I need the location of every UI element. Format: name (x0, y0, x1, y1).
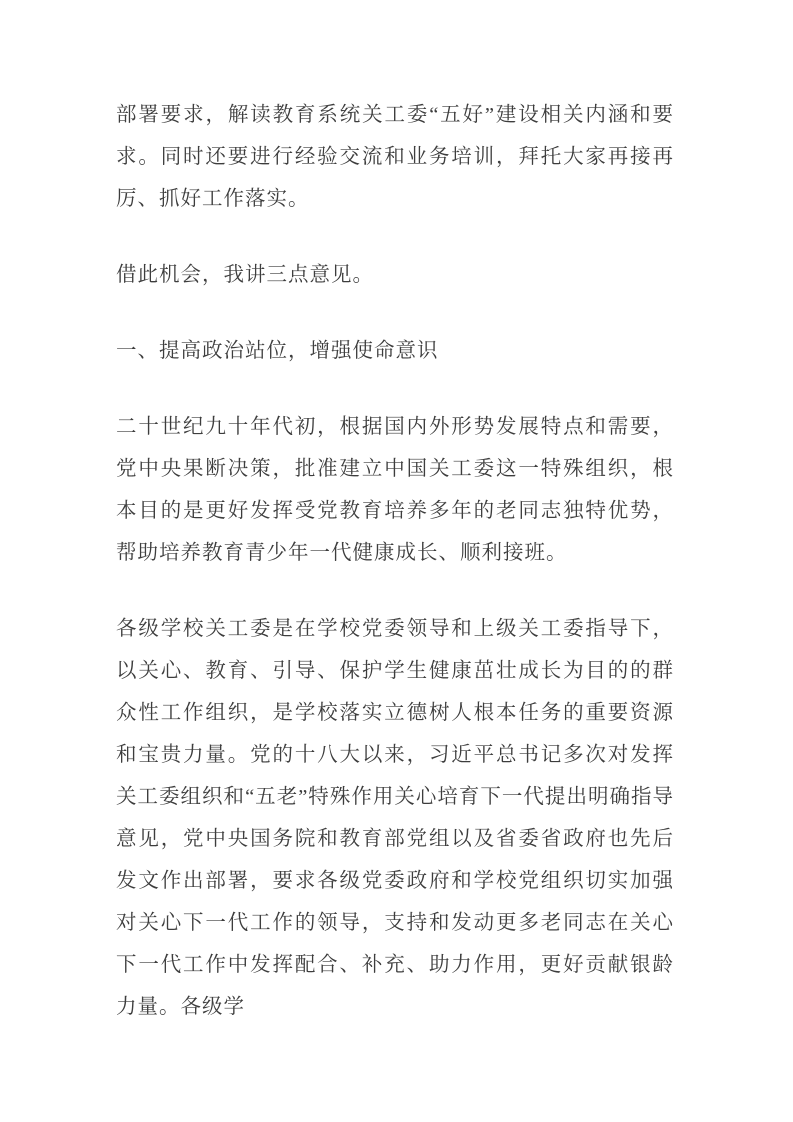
paragraph-three-opinions-intro: 借此机会，我讲三点意见。 (116, 264, 374, 286)
paragraph-deployment-requirements: 部署要求，解读教育系统关工委“五好”建设相关内涵和要求。同时还要进行经验交流和业务培训，拜托大家再接再厉、抓好工作落实。 (116, 104, 674, 210)
paragraph-school-committees: 各级学校关工委是在学校党委领导和上级关工委指导下，以关心、教育、引导、保护学生健康茁壮成长为目的的群众性工作组织，是学校落实立德树人根本任务的重要资源和宝贵力量。党的十八大以来，习近平总书记多次对发挥关工委组织和“五老”特殊作用关心培育下一代提出明确指导意见，党中央国务院和教育部党组以及省委省政府也先后发文作出部署，要求各级党委政府和学校党组织切实加强对关心下一代工作的领导，支持和发动更多老同志在关心下一代工作中发挥配合、补充、助力作用，更好贡献银龄力量。各级学 (116, 618, 674, 1018)
paragraph-history-1990s: 二十世纪九十年代初，根据国内外形势发展特点和需要，党中央果断决策，批准建立中国关工委这一特殊组织，根本目的是更好发挥受党教育培养多年的老同志独特优势，帮助培养教育青少年一代健康成长、顺利接班。 (116, 416, 674, 564)
section-heading-one: 一、提高政治站位，增强使命意识 (116, 340, 439, 362)
document-text-column (116, 94, 674, 1062)
